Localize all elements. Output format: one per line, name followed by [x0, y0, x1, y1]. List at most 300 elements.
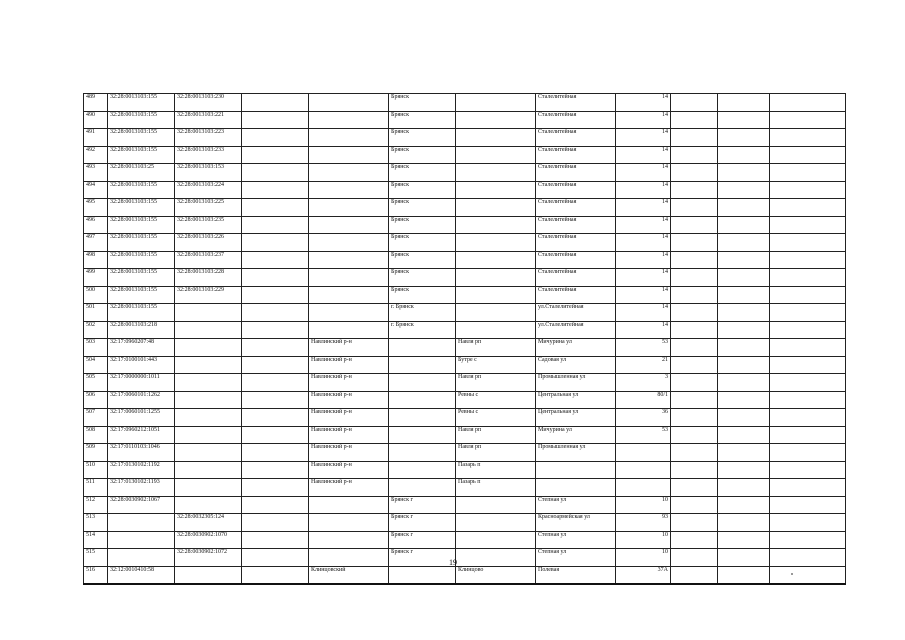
extra-col-a-cell	[671, 374, 718, 392]
table-row	[84, 531, 846, 549]
house-number-cell: 14	[616, 181, 671, 199]
district-cell	[309, 321, 389, 339]
trailing-empty-cell	[770, 549, 846, 567]
city-cell: Брянск	[389, 164, 456, 182]
sub-cadastral-number-cell: 32:28:0013103:224	[175, 181, 242, 199]
settlement-cell	[456, 304, 536, 322]
house-number-cell: 80/1	[616, 391, 671, 409]
city-cell	[389, 479, 456, 497]
row-number-cell: 492	[84, 146, 108, 164]
row-number-cell: 498	[84, 251, 108, 269]
settlement-cell	[456, 111, 536, 129]
row-number-cell: 491	[84, 129, 108, 147]
settlement-cell	[456, 496, 536, 514]
street-cell: ул.Сталелитейная	[536, 304, 616, 322]
district-cell: Навлинский р-н	[309, 339, 389, 357]
street-cell: Сталелитейная	[536, 199, 616, 217]
cadastral-number-cell: 32:28:0013103:155	[108, 251, 175, 269]
sub-cadastral-number-cell: 32:28:0013103:230	[175, 94, 242, 112]
sub-cadastral-number-cell: 32:28:0013103:229	[175, 286, 242, 304]
city-cell: Брянск	[389, 216, 456, 234]
street-cell	[536, 461, 616, 479]
row-number-cell: 506	[84, 391, 108, 409]
empty-col-cell	[242, 181, 309, 199]
settlement-cell	[456, 531, 536, 549]
city-cell: Брянск	[389, 269, 456, 287]
empty-col-cell	[242, 391, 309, 409]
house-number-cell: 53	[616, 426, 671, 444]
house-number-cell: 14	[616, 164, 671, 182]
sub-cadastral-number-cell: 32:28:0013103:221	[175, 111, 242, 129]
district-cell: Навлинский р-н	[309, 426, 389, 444]
sub-cadastral-number-cell: 32:28:0013103:233	[175, 146, 242, 164]
extra-col-a-cell	[671, 444, 718, 462]
extra-col-b-cell	[718, 496, 770, 514]
trailing-empty-cell	[770, 409, 846, 427]
city-cell: Брянск	[389, 234, 456, 252]
extra-col-a-cell	[671, 496, 718, 514]
trailing-empty-cell	[770, 199, 846, 217]
empty-col-cell	[242, 409, 309, 427]
row-number-cell: 511	[84, 479, 108, 497]
street-cell: Степная ул	[536, 496, 616, 514]
table-row	[84, 496, 846, 514]
empty-col-cell	[242, 146, 309, 164]
extra-col-a-cell	[671, 146, 718, 164]
extra-col-b-cell	[718, 426, 770, 444]
sub-cadastral-number-cell: 32:28:0013103:228	[175, 269, 242, 287]
district-cell: Навлинский р-н	[309, 461, 389, 479]
city-cell	[389, 566, 456, 584]
district-cell	[309, 286, 389, 304]
row-number-cell: 508	[84, 426, 108, 444]
house-number-cell: 14	[616, 321, 671, 339]
table-row	[84, 304, 846, 322]
extra-col-a-cell	[671, 531, 718, 549]
cadastral-number-cell: 32:17:0000000:1011	[108, 374, 175, 392]
extra-col-a-cell	[671, 111, 718, 129]
cadastral-number-cell: 32:28:0013103:155	[108, 199, 175, 217]
house-number-cell: 53	[616, 339, 671, 357]
extra-col-b-cell	[718, 286, 770, 304]
cadastral-number-cell: 32:28:0013103:218	[108, 321, 175, 339]
extra-col-a-cell	[671, 164, 718, 182]
trailing-empty-cell	[770, 444, 846, 462]
extra-col-b-cell	[718, 461, 770, 479]
cadastral-number-cell: 32:17:0060101:1255	[108, 409, 175, 427]
street-cell: Промышленная ул	[536, 444, 616, 462]
extra-col-a-cell	[671, 269, 718, 287]
table-row	[84, 129, 846, 147]
extra-col-a-cell	[671, 356, 718, 374]
district-cell	[309, 234, 389, 252]
sub-cadastral-number-cell: 32:28:0030902:1072	[175, 549, 242, 567]
trailing-empty-cell	[770, 496, 846, 514]
sub-cadastral-number-cell: 32:28:0013103:153	[175, 164, 242, 182]
settlement-cell	[456, 549, 536, 567]
row-number-cell: 493	[84, 164, 108, 182]
cadastral-number-cell	[108, 514, 175, 532]
district-cell	[309, 129, 389, 147]
settlement-cell	[456, 199, 536, 217]
house-number-cell: 14	[616, 111, 671, 129]
house-number-cell: 14	[616, 286, 671, 304]
empty-col-cell	[242, 199, 309, 217]
row-number-cell: 504	[84, 356, 108, 374]
extra-col-b-cell	[718, 269, 770, 287]
trailing-empty-cell	[770, 251, 846, 269]
settlement-cell: Навля рп	[456, 374, 536, 392]
extra-col-b-cell	[718, 409, 770, 427]
city-cell	[389, 461, 456, 479]
street-cell: ул.Сталелитейная	[536, 321, 616, 339]
city-cell: Брянск	[389, 199, 456, 217]
empty-col-cell	[242, 94, 309, 112]
house-number-cell: 93	[616, 514, 671, 532]
table-row	[84, 549, 846, 567]
extra-col-b-cell	[718, 549, 770, 567]
house-number-cell: 10	[616, 496, 671, 514]
district-cell	[309, 269, 389, 287]
city-cell	[389, 426, 456, 444]
house-number-cell: 14	[616, 304, 671, 322]
empty-col-cell	[242, 216, 309, 234]
street-cell: Мичурина ул	[536, 426, 616, 444]
cadastral-number-cell: 32:17:0130102:1193	[108, 479, 175, 497]
table-row	[84, 514, 846, 532]
street-cell: Сталелитейная	[536, 111, 616, 129]
trailing-empty-cell	[770, 426, 846, 444]
row-number-cell: 501	[84, 304, 108, 322]
city-cell	[389, 339, 456, 357]
street-cell: Сталелитейная	[536, 164, 616, 182]
extra-col-b-cell	[718, 304, 770, 322]
street-cell: Сталелитейная	[536, 216, 616, 234]
trailing-empty-cell	[770, 111, 846, 129]
house-number-cell	[616, 479, 671, 497]
table-row	[84, 216, 846, 234]
extra-col-b-cell	[718, 566, 770, 584]
cadastral-number-cell: 32:28:0013103:155	[108, 234, 175, 252]
extra-col-b-cell	[718, 164, 770, 182]
table-row	[84, 566, 846, 584]
settlement-cell: Ревны с	[456, 409, 536, 427]
trailing-empty-cell	[770, 531, 846, 549]
street-cell: Полевая	[536, 566, 616, 584]
table-row	[84, 181, 846, 199]
city-cell: Брянск г	[389, 496, 456, 514]
district-cell	[309, 251, 389, 269]
district-cell	[309, 216, 389, 234]
extra-col-a-cell	[671, 234, 718, 252]
settlement-cell	[456, 146, 536, 164]
city-cell	[389, 374, 456, 392]
house-number-cell: 14	[616, 146, 671, 164]
house-number-cell: 10	[616, 549, 671, 567]
district-cell: Клинцовский	[309, 566, 389, 584]
extra-col-b-cell	[718, 514, 770, 532]
trailing-empty-cell	[770, 129, 846, 147]
street-cell: Степная ул	[536, 531, 616, 549]
cadastral-number-cell: 32:28:0013103:155	[108, 216, 175, 234]
city-cell: Брянск	[389, 251, 456, 269]
scan-speck	[791, 573, 793, 575]
row-number-cell: 495	[84, 199, 108, 217]
extra-col-a-cell	[671, 514, 718, 532]
extra-col-a-cell	[671, 479, 718, 497]
cadastral-number-cell: 32:12:0010410:58	[108, 566, 175, 584]
extra-col-a-cell	[671, 216, 718, 234]
cadastral-number-cell	[108, 531, 175, 549]
city-cell: Брянск	[389, 181, 456, 199]
district-cell	[309, 94, 389, 112]
table-row	[84, 234, 846, 252]
sub-cadastral-number-cell	[175, 496, 242, 514]
table-row	[84, 251, 846, 269]
extra-col-a-cell	[671, 304, 718, 322]
city-cell: Брянск г	[389, 531, 456, 549]
cadastral-number-cell: 32:17:0110103:1046	[108, 444, 175, 462]
street-cell: Степная ул	[536, 549, 616, 567]
city-cell: г. Брянск	[389, 304, 456, 322]
table-row	[84, 111, 846, 129]
sub-cadastral-number-cell: 32:28:0013103:226	[175, 234, 242, 252]
empty-col-cell	[242, 566, 309, 584]
extra-col-b-cell	[718, 479, 770, 497]
city-cell: Брянск	[389, 111, 456, 129]
house-number-cell: 21	[616, 356, 671, 374]
city-cell: Брянск г	[389, 549, 456, 567]
house-number-cell: 3	[616, 374, 671, 392]
row-number-cell: 512	[84, 496, 108, 514]
trailing-empty-cell	[770, 321, 846, 339]
settlement-cell	[456, 181, 536, 199]
extra-col-a-cell	[671, 426, 718, 444]
sub-cadastral-number-cell	[175, 566, 242, 584]
street-cell	[536, 479, 616, 497]
city-cell	[389, 356, 456, 374]
cadastral-number-cell: 32:17:0100101:443	[108, 356, 175, 374]
empty-col-cell	[242, 426, 309, 444]
extra-col-b-cell	[718, 251, 770, 269]
cadastral-number-cell: 32:17:0960212:1051	[108, 426, 175, 444]
extra-col-a-cell	[671, 409, 718, 427]
table-row	[84, 356, 846, 374]
cadastral-number-cell: 32:17:0060101:1262	[108, 391, 175, 409]
extra-col-a-cell	[671, 251, 718, 269]
sub-cadastral-number-cell: 32:28:0013103:223	[175, 129, 242, 147]
cadastral-number-cell: 32:28:0013103:155	[108, 129, 175, 147]
sub-cadastral-number-cell	[175, 461, 242, 479]
trailing-empty-cell	[770, 269, 846, 287]
trailing-empty-cell	[770, 181, 846, 199]
extra-col-b-cell	[718, 234, 770, 252]
sub-cadastral-number-cell	[175, 304, 242, 322]
street-cell: Центральная ул	[536, 409, 616, 427]
cadastral-number-cell: 32:28:0013103:155	[108, 269, 175, 287]
empty-col-cell	[242, 251, 309, 269]
city-cell: Брянск	[389, 146, 456, 164]
cadastral-number-cell: 32:28:0013103:25	[108, 164, 175, 182]
empty-col-cell	[242, 461, 309, 479]
settlement-cell	[456, 286, 536, 304]
table-row	[84, 391, 846, 409]
cadastral-number-cell: 32:28:0013103:155	[108, 146, 175, 164]
sub-cadastral-number-cell	[175, 321, 242, 339]
trailing-empty-cell	[770, 339, 846, 357]
table-row	[84, 479, 846, 497]
sub-cadastral-number-cell: 32:28:0032305:124	[175, 514, 242, 532]
city-cell: Брянск г	[389, 514, 456, 532]
row-number-cell: 514	[84, 531, 108, 549]
trailing-empty-cell	[770, 286, 846, 304]
street-cell: Центральная ул	[536, 391, 616, 409]
empty-col-cell	[242, 111, 309, 129]
sub-cadastral-number-cell: 32:28:0013103:237	[175, 251, 242, 269]
page-number: 19	[449, 558, 457, 567]
sub-cadastral-number-cell: 32:28:0013103:225	[175, 199, 242, 217]
street-cell: Садовая ул	[536, 356, 616, 374]
district-cell	[309, 514, 389, 532]
row-number-cell: 496	[84, 216, 108, 234]
street-cell: Сталелитейная	[536, 269, 616, 287]
extra-col-b-cell	[718, 531, 770, 549]
row-number-cell: 507	[84, 409, 108, 427]
settlement-cell: Ревны с	[456, 391, 536, 409]
empty-col-cell	[242, 321, 309, 339]
cadastral-number-cell: 32:28:0030902:1067	[108, 496, 175, 514]
city-cell: Брянск	[389, 286, 456, 304]
district-cell	[309, 531, 389, 549]
street-cell: Сталелитейная	[536, 286, 616, 304]
extra-col-b-cell	[718, 391, 770, 409]
row-number-cell: 490	[84, 111, 108, 129]
empty-col-cell	[242, 304, 309, 322]
empty-col-cell	[242, 374, 309, 392]
trailing-empty-cell	[770, 234, 846, 252]
district-cell: Навлинский р-н	[309, 409, 389, 427]
row-number-cell: 497	[84, 234, 108, 252]
settlement-cell	[456, 269, 536, 287]
sub-cadastral-number-cell	[175, 391, 242, 409]
settlement-cell: Пазарь п	[456, 479, 536, 497]
district-cell	[309, 146, 389, 164]
register-table	[83, 93, 846, 585]
sub-cadastral-number-cell	[175, 409, 242, 427]
extra-col-a-cell	[671, 286, 718, 304]
sub-cadastral-number-cell	[175, 356, 242, 374]
district-cell	[309, 304, 389, 322]
sub-cadastral-number-cell	[175, 426, 242, 444]
street-cell: Сталелитейная	[536, 234, 616, 252]
house-number-cell: 37А	[616, 566, 671, 584]
city-cell	[389, 444, 456, 462]
cadastral-number-cell: 32:28:0013103:155	[108, 304, 175, 322]
settlement-cell	[456, 234, 536, 252]
trailing-empty-cell	[770, 146, 846, 164]
table-row	[84, 461, 846, 479]
empty-col-cell	[242, 356, 309, 374]
settlement-cell: Клинцово	[456, 566, 536, 584]
row-number-cell: 489	[84, 94, 108, 112]
settlement-cell: Навля рп	[456, 444, 536, 462]
house-number-cell	[616, 461, 671, 479]
extra-col-b-cell	[718, 216, 770, 234]
settlement-cell	[456, 216, 536, 234]
settlement-cell: Бутре с	[456, 356, 536, 374]
district-cell	[309, 111, 389, 129]
table-row	[84, 409, 846, 427]
city-cell: Брянск	[389, 129, 456, 147]
empty-col-cell	[242, 234, 309, 252]
house-number-cell: 36	[616, 409, 671, 427]
extra-col-a-cell	[671, 461, 718, 479]
row-number-cell: 509	[84, 444, 108, 462]
row-number-cell: 500	[84, 286, 108, 304]
empty-col-cell	[242, 531, 309, 549]
extra-col-a-cell	[671, 339, 718, 357]
district-cell: Навлинский р-н	[309, 479, 389, 497]
extra-col-a-cell	[671, 181, 718, 199]
sub-cadastral-number-cell	[175, 479, 242, 497]
house-number-cell: 14	[616, 199, 671, 217]
district-cell: Навлинский р-н	[309, 374, 389, 392]
street-cell: Сталелитейная	[536, 94, 616, 112]
cadastral-number-cell: 32:17:0130102:1192	[108, 461, 175, 479]
extra-col-b-cell	[718, 181, 770, 199]
district-cell	[309, 549, 389, 567]
cadastral-number-cell: 32:28:0013103:155	[108, 94, 175, 112]
sub-cadastral-number-cell: 32:28:0013103:235	[175, 216, 242, 234]
extra-col-a-cell	[671, 129, 718, 147]
trailing-empty-cell	[770, 216, 846, 234]
table-row	[84, 146, 846, 164]
extra-col-b-cell	[718, 146, 770, 164]
trailing-empty-cell	[770, 164, 846, 182]
extra-col-b-cell	[718, 199, 770, 217]
street-cell: Сталелитейная	[536, 129, 616, 147]
extra-col-a-cell	[671, 549, 718, 567]
extra-col-a-cell	[671, 566, 718, 584]
house-number-cell: 14	[616, 216, 671, 234]
row-number-cell: 502	[84, 321, 108, 339]
district-cell	[309, 496, 389, 514]
cadastral-number-cell: 32:28:0013103:155	[108, 111, 175, 129]
empty-col-cell	[242, 339, 309, 357]
city-cell	[389, 391, 456, 409]
house-number-cell: 14	[616, 94, 671, 112]
sub-cadastral-number-cell: 32:28:0030902:1070	[175, 531, 242, 549]
cadastral-number-cell	[108, 549, 175, 567]
house-number-cell	[616, 444, 671, 462]
empty-col-cell	[242, 444, 309, 462]
district-cell	[309, 181, 389, 199]
extra-col-b-cell	[718, 111, 770, 129]
house-number-cell: 14	[616, 251, 671, 269]
row-number-cell: 516	[84, 566, 108, 584]
district-cell: Навлинский р-н	[309, 356, 389, 374]
settlement-cell	[456, 251, 536, 269]
empty-col-cell	[242, 269, 309, 287]
empty-col-cell	[242, 514, 309, 532]
street-cell: Промышленная ул	[536, 374, 616, 392]
empty-col-cell	[242, 286, 309, 304]
street-cell: Сталелитейная	[536, 181, 616, 199]
row-number-cell: 503	[84, 339, 108, 357]
extra-col-a-cell	[671, 199, 718, 217]
table-row	[84, 94, 846, 112]
trailing-empty-cell	[770, 479, 846, 497]
